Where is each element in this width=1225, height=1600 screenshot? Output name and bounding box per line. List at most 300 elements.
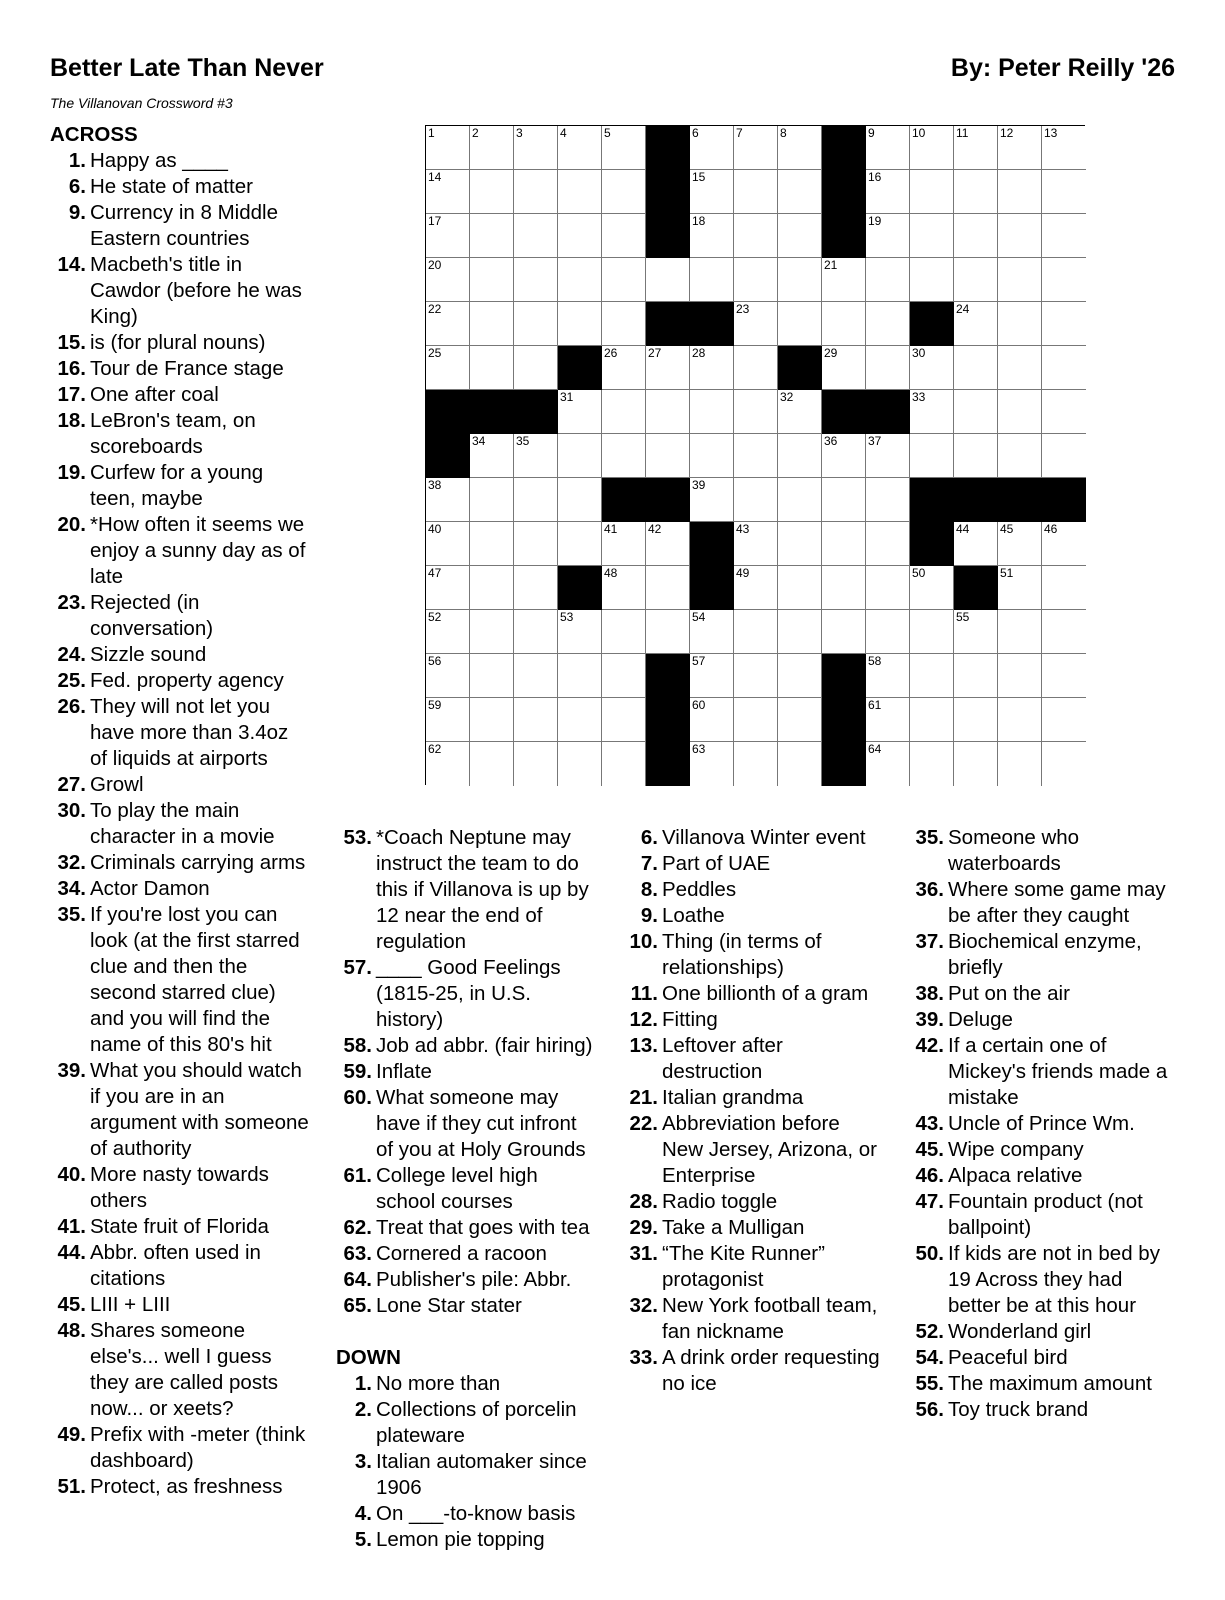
clue-number: 62.: [343, 1216, 372, 1239]
clue-number: 37.: [915, 930, 944, 953]
grid-cell[interactable]: [514, 346, 558, 390]
grid-cell[interactable]: [866, 698, 910, 742]
grid-cell[interactable]: [558, 478, 602, 522]
grid-cell[interactable]: [866, 170, 910, 214]
grid-cell[interactable]: [910, 654, 954, 698]
grid-cell[interactable]: [1042, 214, 1086, 258]
grid-cell[interactable]: [470, 346, 514, 390]
grid-cell[interactable]: [558, 302, 602, 346]
clue-line: look (at the first starred: [90, 929, 300, 952]
grid-cell[interactable]: [778, 302, 822, 346]
grid-cell[interactable]: [734, 742, 778, 786]
grid-cell[interactable]: [954, 346, 998, 390]
grid-cell[interactable]: [690, 346, 734, 390]
black-square: [866, 390, 910, 434]
clue-line: Italian grandma: [662, 1086, 804, 1109]
grid-cell[interactable]: [514, 302, 558, 346]
down-clue: [908, 1319, 1198, 1345]
grid-cell[interactable]: [778, 258, 822, 302]
cell-number: 29: [824, 346, 838, 360]
clue-line: Prefix with -meter (think: [90, 1423, 306, 1446]
grid-cell[interactable]: [1042, 258, 1086, 302]
cell-number: 25: [428, 346, 442, 360]
black-square: [646, 302, 690, 346]
grid-cell[interactable]: [822, 434, 866, 478]
grid-cell[interactable]: [514, 610, 558, 654]
grid-cell[interactable]: [426, 522, 470, 566]
grid-cell[interactable]: [778, 654, 822, 698]
grid-cell[interactable]: [690, 258, 734, 302]
clue-line: More nasty towards: [90, 1163, 269, 1186]
grid-cell[interactable]: [778, 610, 822, 654]
grid-cell[interactable]: [866, 654, 910, 698]
cell-number: 41: [604, 522, 618, 536]
grid-cell[interactable]: [602, 302, 646, 346]
grid-cell[interactable]: [514, 698, 558, 742]
grid-cell[interactable]: [1042, 126, 1086, 170]
grid-cell[interactable]: [954, 742, 998, 786]
grid-cell[interactable]: [822, 566, 866, 610]
grid-cell[interactable]: [778, 434, 822, 478]
grid-cell[interactable]: [514, 126, 558, 170]
clue-line: now... or xeets?: [90, 1397, 234, 1420]
grid-cell[interactable]: [954, 698, 998, 742]
grid-cell[interactable]: [998, 258, 1042, 302]
grid-cell[interactable]: [426, 742, 470, 786]
grid-cell[interactable]: [998, 390, 1042, 434]
grid-cell[interactable]: [646, 258, 690, 302]
grid-cell[interactable]: [866, 566, 910, 610]
clue-line: history): [376, 1008, 444, 1031]
cell-number: 21: [824, 258, 838, 272]
black-square: [822, 654, 866, 698]
grid-cell[interactable]: [646, 566, 690, 610]
grid-cell[interactable]: [426, 610, 470, 654]
grid-cell[interactable]: [1042, 654, 1086, 698]
grid-cell[interactable]: [998, 302, 1042, 346]
down-clue: [622, 1345, 898, 1397]
grid-cell[interactable]: [690, 610, 734, 654]
grid-cell[interactable]: [426, 478, 470, 522]
clue-line: enjoy a sunny day as of: [90, 539, 306, 562]
grid-cell[interactable]: [470, 258, 514, 302]
clue-text: [946, 1371, 1198, 1397]
grid-cell[interactable]: [778, 170, 822, 214]
grid-cell[interactable]: [602, 214, 646, 258]
grid-cell[interactable]: [778, 214, 822, 258]
cell-number: 12: [1000, 126, 1014, 140]
clue-line: Collections of porcelin: [376, 1398, 577, 1421]
clue-line: name of this 80's hit: [90, 1033, 272, 1056]
grid-cell[interactable]: [558, 742, 602, 786]
clue-text: [88, 382, 340, 408]
grid-cell[interactable]: [734, 302, 778, 346]
cell-number: 19: [868, 214, 882, 228]
clue-text: [88, 174, 340, 200]
black-square: [558, 566, 602, 610]
grid-cell[interactable]: [910, 698, 954, 742]
grid-cell[interactable]: [866, 742, 910, 786]
clue-number: 39.: [57, 1059, 86, 1082]
across-clue: [50, 590, 340, 642]
grid-cell[interactable]: [602, 654, 646, 698]
grid-cell[interactable]: [778, 742, 822, 786]
grid-cell[interactable]: [1042, 698, 1086, 742]
across-clue: [50, 382, 340, 408]
clue-line: If kids are not in bed by: [948, 1242, 1160, 1265]
grid-cell[interactable]: [426, 170, 470, 214]
grid-cell[interactable]: [734, 654, 778, 698]
cell-number: 27: [648, 346, 662, 360]
clue-line: Italian automaker since: [376, 1450, 587, 1473]
grid-cell[interactable]: [558, 698, 602, 742]
down-clue: [622, 825, 898, 851]
grid-cell[interactable]: [734, 170, 778, 214]
clue-number: 33.: [629, 1346, 658, 1369]
grid-cell[interactable]: [426, 654, 470, 698]
clue-number: 21.: [629, 1086, 658, 1109]
grid-cell[interactable]: [470, 126, 514, 170]
grid-cell[interactable]: [514, 214, 558, 258]
down-clue: [908, 981, 1198, 1007]
grid-cell[interactable]: [602, 698, 646, 742]
clue-number: 47.: [915, 1190, 944, 1213]
grid-cell[interactable]: [514, 566, 558, 610]
grid-cell[interactable]: [998, 522, 1042, 566]
grid-cell[interactable]: [1042, 522, 1086, 566]
grid-cell[interactable]: [778, 698, 822, 742]
clue-number: 4.: [354, 1502, 372, 1525]
grid-cell[interactable]: [558, 258, 602, 302]
grid-cell[interactable]: [426, 566, 470, 610]
black-square: [778, 346, 822, 390]
clue-text: [946, 981, 1198, 1007]
grid-cell[interactable]: [778, 390, 822, 434]
grid-cell[interactable]: [954, 214, 998, 258]
clue-line: of you at Holy Grounds: [376, 1138, 586, 1161]
grid-cell[interactable]: [514, 742, 558, 786]
grid-cell[interactable]: [602, 610, 646, 654]
clue-number: 35.: [57, 903, 86, 926]
grid-cell[interactable]: [426, 214, 470, 258]
grid-cell[interactable]: [602, 522, 646, 566]
grid-cell[interactable]: [734, 434, 778, 478]
grid-cell[interactable]: [1042, 302, 1086, 346]
grid-cell[interactable]: [470, 214, 514, 258]
grid-cell[interactable]: [1042, 742, 1086, 786]
down-clue: [908, 929, 1198, 981]
clue-text: [660, 1085, 898, 1111]
clue-line: Inflate: [376, 1060, 432, 1083]
grid-cell[interactable]: [602, 434, 646, 478]
grid-cell[interactable]: [822, 258, 866, 302]
grid-cell[interactable]: [558, 610, 602, 654]
grid-cell[interactable]: [602, 742, 646, 786]
grid-cell[interactable]: [470, 566, 514, 610]
grid-cell[interactable]: [470, 302, 514, 346]
cell-number: 52: [428, 610, 442, 624]
grid-cell[interactable]: [690, 698, 734, 742]
clue-text: [374, 1241, 616, 1267]
clue-text: [946, 1241, 1198, 1319]
grid-cell[interactable]: [470, 170, 514, 214]
cell-number: 49: [736, 566, 750, 580]
clue-line: On ___-to-know basis: [376, 1502, 576, 1525]
grid-cell[interactable]: [954, 126, 998, 170]
clue-number: 65.: [343, 1294, 372, 1317]
grid-cell[interactable]: [998, 654, 1042, 698]
grid-cell[interactable]: [558, 214, 602, 258]
grid-cell[interactable]: [646, 522, 690, 566]
clue-line: mistake: [948, 1086, 1019, 1109]
grid-cell[interactable]: [954, 522, 998, 566]
grid-cell[interactable]: [734, 126, 778, 170]
clue-number: 49.: [57, 1423, 86, 1446]
grid-cell[interactable]: [734, 698, 778, 742]
grid-cell[interactable]: [734, 522, 778, 566]
clue-line: fan nickname: [662, 1320, 784, 1343]
grid-cell[interactable]: [470, 610, 514, 654]
grid-cell[interactable]: [778, 126, 822, 170]
clue-text: [88, 798, 340, 850]
grid-cell[interactable]: [910, 566, 954, 610]
grid-cell[interactable]: [426, 346, 470, 390]
grid-cell[interactable]: [866, 522, 910, 566]
grid-cell[interactable]: [602, 126, 646, 170]
grid-cell[interactable]: [998, 434, 1042, 478]
clue-number: 14.: [57, 253, 86, 276]
grid-cell[interactable]: [910, 434, 954, 478]
grid-cell[interactable]: [822, 522, 866, 566]
down-clue: [908, 1397, 1198, 1423]
grid-cell[interactable]: [998, 698, 1042, 742]
grid-cell[interactable]: [690, 390, 734, 434]
grid-cell[interactable]: [558, 390, 602, 434]
grid-cell[interactable]: [602, 566, 646, 610]
clue-line: Rejected (in: [90, 591, 200, 614]
clue-text: [946, 929, 1198, 981]
grid-cell[interactable]: [822, 478, 866, 522]
clue-text: [660, 1189, 898, 1215]
grid-cell[interactable]: [998, 126, 1042, 170]
grid-cell[interactable]: [470, 434, 514, 478]
grid-cell[interactable]: [646, 390, 690, 434]
grid-cell[interactable]: [910, 742, 954, 786]
clue-line: relationships): [662, 956, 784, 979]
grid-cell[interactable]: [954, 258, 998, 302]
clue-line: Enterprise: [662, 1164, 756, 1187]
grid-cell[interactable]: [954, 170, 998, 214]
grid-cell[interactable]: [558, 522, 602, 566]
grid-cell[interactable]: [1042, 170, 1086, 214]
cell-number: 9: [868, 126, 875, 140]
grid-cell[interactable]: [470, 742, 514, 786]
grid-cell[interactable]: [646, 434, 690, 478]
clue-line: they are called posts: [90, 1371, 279, 1394]
grid-cell[interactable]: [822, 346, 866, 390]
grid-cell[interactable]: [558, 654, 602, 698]
clue-line: Part of UAE: [662, 852, 771, 875]
grid-cell[interactable]: [910, 170, 954, 214]
grid-cell[interactable]: [470, 698, 514, 742]
grid-cell[interactable]: [426, 126, 470, 170]
grid-cell[interactable]: [866, 302, 910, 346]
grid-cell[interactable]: [734, 214, 778, 258]
grid-cell[interactable]: [734, 478, 778, 522]
clue-line: Eastern countries: [90, 227, 250, 250]
grid-cell[interactable]: [866, 434, 910, 478]
grid-cell[interactable]: [426, 302, 470, 346]
grid-cell[interactable]: [690, 214, 734, 258]
grid-cell[interactable]: [558, 434, 602, 478]
grid-cell[interactable]: [778, 478, 822, 522]
grid-cell[interactable]: [778, 522, 822, 566]
grid-cell[interactable]: [998, 214, 1042, 258]
grid-cell[interactable]: [470, 478, 514, 522]
grid-cell[interactable]: [910, 390, 954, 434]
clue-text: [88, 252, 340, 330]
grid-cell[interactable]: [998, 742, 1042, 786]
grid-cell[interactable]: [998, 346, 1042, 390]
grid-cell[interactable]: [954, 654, 998, 698]
grid-cell[interactable]: [954, 390, 998, 434]
grid-cell[interactable]: [470, 654, 514, 698]
cell-number: 42: [648, 522, 662, 536]
grid-cell[interactable]: [514, 170, 558, 214]
clue-number: 31.: [629, 1242, 658, 1265]
clue-number: 57.: [343, 956, 372, 979]
grid-cell[interactable]: [558, 126, 602, 170]
grid-cell[interactable]: [514, 654, 558, 698]
clue-line: plateware: [376, 1424, 465, 1447]
grid-cell[interactable]: [866, 610, 910, 654]
grid-cell[interactable]: [910, 346, 954, 390]
grid-cell[interactable]: [426, 698, 470, 742]
grid-cell[interactable]: [998, 566, 1042, 610]
grid-cell[interactable]: [778, 566, 822, 610]
grid-cell[interactable]: [646, 610, 690, 654]
clue-line: *How often it seems we: [90, 513, 305, 536]
across-clue: [50, 798, 340, 850]
clue-text: [660, 1293, 898, 1345]
across-clue: [50, 694, 340, 772]
grid-cell[interactable]: [734, 566, 778, 610]
clue-number: 39.: [915, 1008, 944, 1031]
grid-cell[interactable]: [734, 610, 778, 654]
grid-cell[interactable]: [866, 258, 910, 302]
grid-cell[interactable]: [558, 170, 602, 214]
clue-line: Shares someone: [90, 1319, 245, 1342]
grid-cell[interactable]: [822, 610, 866, 654]
down-clue: [622, 1033, 898, 1085]
grid-cell[interactable]: [1042, 434, 1086, 478]
grid-cell[interactable]: [734, 390, 778, 434]
clue-number: 56.: [915, 1398, 944, 1421]
clue-number: 59.: [343, 1060, 372, 1083]
grid-cell[interactable]: [690, 742, 734, 786]
clue-line: Publisher's pile: Abbr.: [376, 1268, 572, 1291]
grid-cell[interactable]: [1042, 566, 1086, 610]
grid-cell[interactable]: [910, 126, 954, 170]
across-clue: [336, 955, 616, 1033]
clue-text: [374, 1059, 616, 1085]
grid-cell[interactable]: [602, 346, 646, 390]
cell-number: 28: [692, 346, 706, 360]
black-square: [910, 478, 954, 522]
clue-line: Wonderland girl: [948, 1320, 1092, 1343]
grid-cell[interactable]: [954, 302, 998, 346]
grid-cell[interactable]: [998, 170, 1042, 214]
grid-cell[interactable]: [602, 258, 646, 302]
cell-number: 40: [428, 522, 442, 536]
across-clue: [50, 1214, 340, 1240]
clue-text: [88, 668, 340, 694]
grid-cell[interactable]: [690, 654, 734, 698]
grid-cell[interactable]: [470, 522, 514, 566]
clue-line: What someone may: [376, 1086, 559, 1109]
clue-number: 7.: [640, 852, 658, 875]
grid-cell[interactable]: [690, 478, 734, 522]
clue-number: 10.: [629, 930, 658, 953]
clue-line: Job ad abbr. (fair hiring): [376, 1034, 593, 1057]
grid-cell[interactable]: [646, 346, 690, 390]
grid-cell[interactable]: [514, 434, 558, 478]
grid-cell[interactable]: [866, 126, 910, 170]
grid-cell[interactable]: [1042, 390, 1086, 434]
grid-cell[interactable]: [866, 478, 910, 522]
grid-cell[interactable]: [866, 214, 910, 258]
grid-cell[interactable]: [514, 258, 558, 302]
clue-line: They will not let you: [90, 695, 271, 718]
black-square: [646, 126, 690, 170]
black-square: [998, 478, 1042, 522]
black-square: [822, 698, 866, 742]
grid-cell[interactable]: [690, 434, 734, 478]
grid-cell[interactable]: [910, 610, 954, 654]
grid-cell[interactable]: [690, 170, 734, 214]
grid-cell[interactable]: [1042, 346, 1086, 390]
cell-number: 59: [428, 698, 442, 712]
black-square: [646, 654, 690, 698]
grid-cell[interactable]: [602, 390, 646, 434]
grid-cell[interactable]: [690, 126, 734, 170]
grid-cell[interactable]: [866, 346, 910, 390]
grid-cell[interactable]: [734, 346, 778, 390]
grid-cell[interactable]: [998, 610, 1042, 654]
grid-cell[interactable]: [954, 434, 998, 478]
across-clue: [336, 1241, 616, 1267]
grid-cell[interactable]: [514, 478, 558, 522]
grid-cell[interactable]: [910, 214, 954, 258]
cell-number: 34: [472, 434, 486, 448]
grid-cell[interactable]: [910, 258, 954, 302]
grid-cell[interactable]: [1042, 610, 1086, 654]
clue-number: 48.: [57, 1319, 86, 1342]
grid-cell[interactable]: [426, 258, 470, 302]
down-clue: [908, 1137, 1198, 1163]
grid-cell[interactable]: [514, 522, 558, 566]
grid-cell[interactable]: [822, 302, 866, 346]
clue-text: [88, 902, 340, 1058]
grid-cell[interactable]: [602, 170, 646, 214]
across-clue: [50, 1058, 340, 1162]
clue-text: [88, 200, 340, 252]
clue-number: 32.: [629, 1294, 658, 1317]
clue-line: protagonist: [662, 1268, 764, 1291]
down-clue: [622, 1189, 898, 1215]
grid-cell[interactable]: [734, 258, 778, 302]
grid-cell[interactable]: [954, 610, 998, 654]
